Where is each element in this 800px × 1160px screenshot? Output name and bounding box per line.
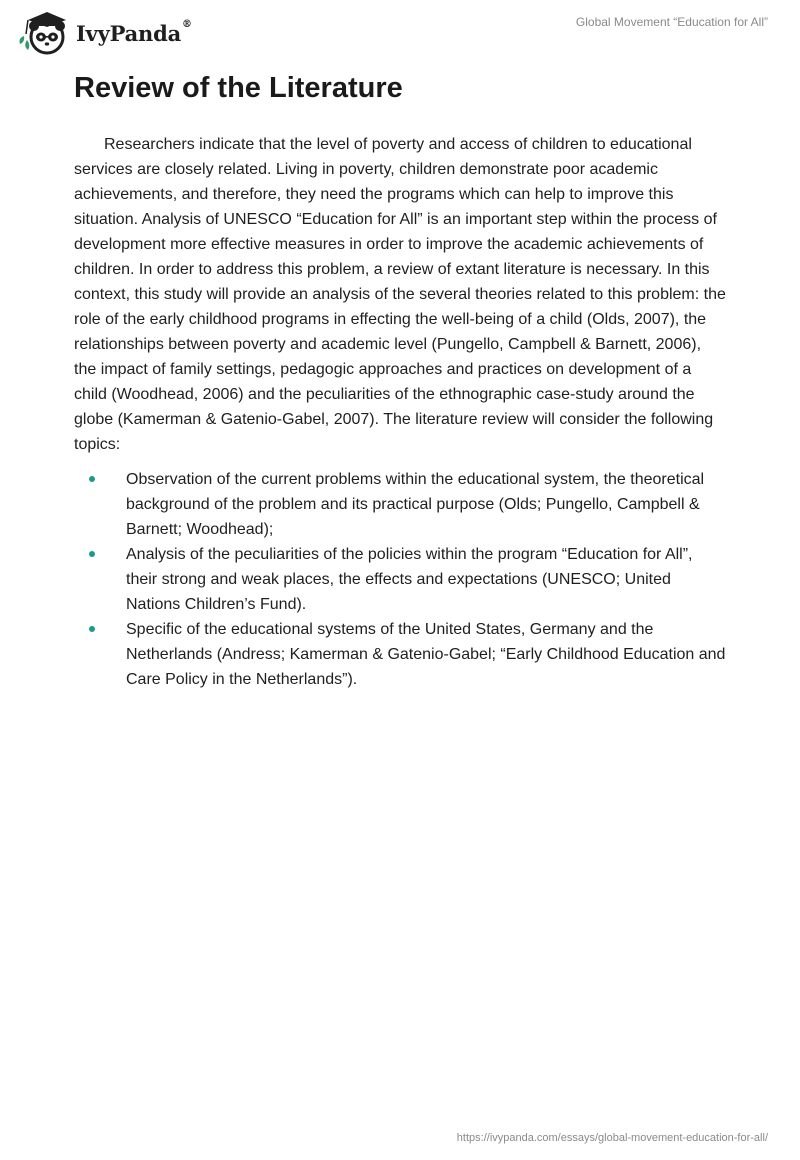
- registered-mark: ®: [182, 18, 192, 30]
- bullet-dot-icon: [89, 476, 95, 482]
- bullet-dot-icon: [89, 626, 95, 632]
- topics-list: [74, 467, 726, 692]
- list-item-text: Analysis of the peculiarities of the policies within the program “Education for All”, their strong and weak places, the effects and expectations (UNESCO; United Nations Children’s Fund).: [126, 546, 693, 613]
- list-item-text: Specific of the educational systems of the United States, Germany and the Netherlands (Andress; Kamerman & Gatenio-Gabel; “Early Childhood Education and Care Policy in the Netherlands”).: [126, 621, 726, 688]
- article-body: [74, 132, 726, 692]
- panda-logo-icon: [14, 10, 72, 56]
- source-url[interactable]: https://ivypanda.com/essays/global-movement-education-for-all/: [456, 1132, 768, 1144]
- page-title: Review of the Literature: [74, 72, 403, 104]
- list-item: [74, 542, 726, 617]
- list-item: [74, 467, 726, 542]
- brand-logo[interactable]: [14, 10, 192, 56]
- running-header-title: Global Movement “Education for All”: [575, 15, 768, 29]
- brand-name: IvyPanda®: [76, 18, 192, 46]
- list-item: [74, 617, 726, 692]
- list-item-text: Observation of the current problems within the educational system, the theoretical background of the problem and its practical purpose (Olds; Pungello, Campbell & Barnett; Woodhead);: [126, 471, 705, 538]
- bullet-dot-icon: [89, 551, 95, 557]
- intro-paragraph: Researchers indicate that the level of poverty and access of children to educational services are closely related. Living in poverty, children demonstrate poor academic achievements, and therefore, they need the programs which can help to improve this situation. Analysis of UNESCO “Education for All” is an important step within the process of development more effective measures in order to improve the academic achievements of children. In order to address this problem, a review of extant literature is necessary. In this context, this study will provide an analysis of the several theories related to this problem: the role of the early childhood programs in effecting the well-being of a child (Olds, 2007), the relationships between poverty and academic level (Pungello, Campbell & Barnett, 2006), the impact of family settings, pedagogic approaches and practices on development of a child (Woodhead, 2006) and the peculiarities of the ethnographic case-study around the globe (Kamerman & Gatenio-Gabel, 2007). The literature review will consider the following topics:: [74, 136, 726, 453]
